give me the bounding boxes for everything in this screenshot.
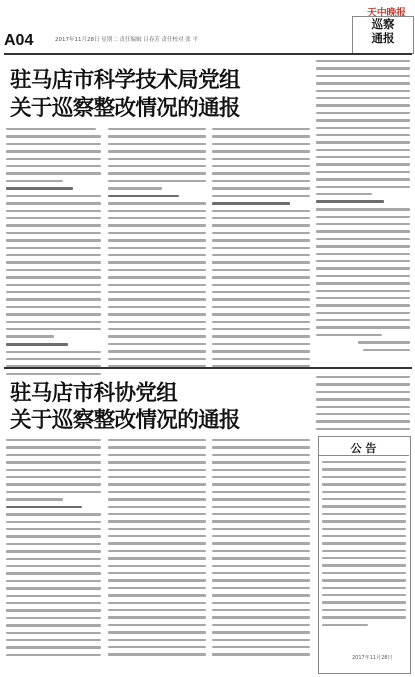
section-label-line1: 巡察 [371, 17, 395, 31]
notice-body [322, 461, 406, 631]
section-label-box [352, 16, 414, 54]
article1-headline-line2: 关于巡察整改情况的通报 [10, 96, 240, 121]
article2-column-4 [316, 376, 410, 435]
article1-column-3 [212, 128, 310, 372]
article2-headline-line1: 驻马店市科协党组 [10, 381, 178, 406]
article2-column-2 [108, 439, 206, 661]
section-divider-rule [4, 367, 412, 369]
notice-date: 2017年11月28日 [352, 655, 393, 661]
article1-headline-line1: 驻马店市科学技术局党组 [10, 68, 240, 93]
notice-title: 公 告 [350, 442, 377, 455]
page-number: A04 [4, 32, 34, 49]
article2-column-1 [6, 439, 101, 661]
notice-title-rule [318, 455, 409, 456]
header-rule [4, 53, 412, 55]
article2-column-3 [212, 439, 310, 661]
article1-column-2 [108, 128, 206, 372]
issue-line: 2017年11月28日 星期二 责任编辑 吕春芳 责任校对 张 平 [55, 37, 198, 43]
section-label-line2: 通报 [371, 31, 395, 45]
article1-column-4 [316, 60, 410, 356]
article1-column-1 [6, 128, 101, 380]
article2-headline-line2: 关于巡察整改情况的通报 [10, 408, 240, 433]
newspaper-masthead: 天中晚报 [367, 8, 406, 19]
